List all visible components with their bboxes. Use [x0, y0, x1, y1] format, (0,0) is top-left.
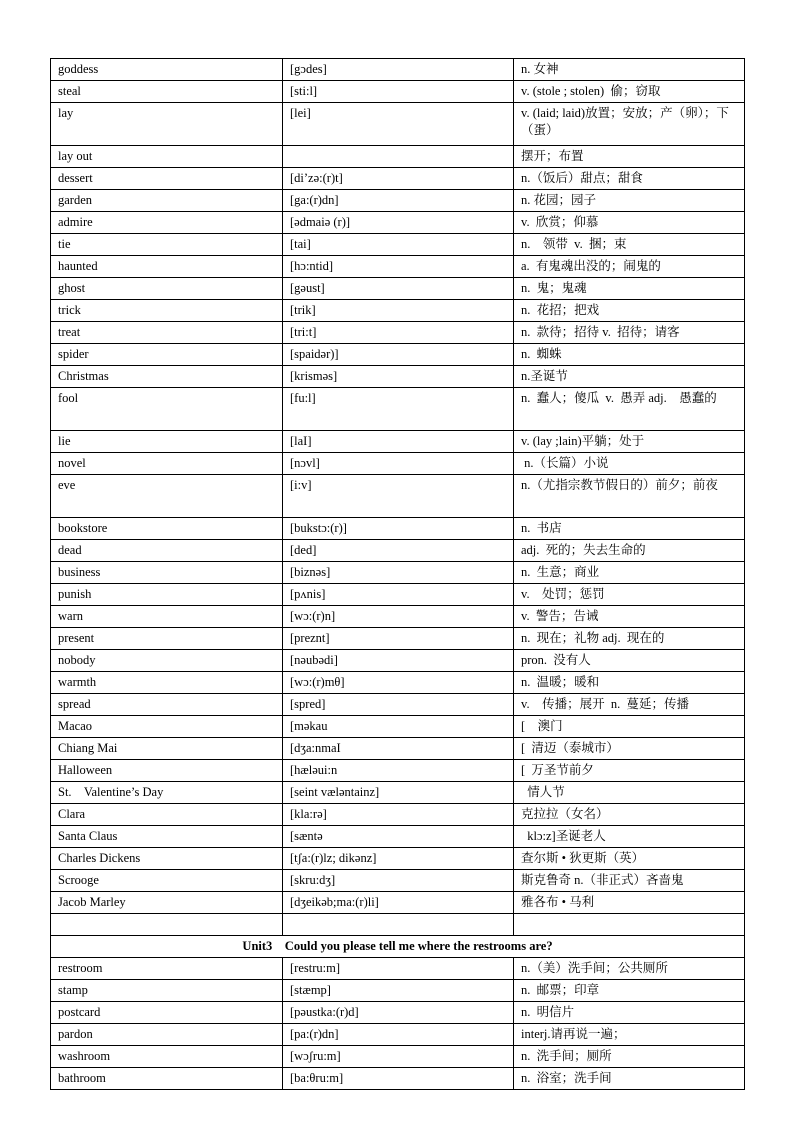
- meaning-cell: n. 明信片: [514, 1002, 745, 1024]
- table-row: [51, 1046, 745, 1068]
- phonetic-cell: [pa:(r)dn]: [283, 1024, 514, 1046]
- meaning-cell: n. 鬼；鬼魂: [514, 278, 745, 300]
- meaning-cell: n.（美）洗手间；公共厕所: [514, 958, 745, 980]
- word-cell: lie: [51, 431, 283, 453]
- phonetic-cell: [nɔvl]: [283, 453, 514, 475]
- meaning-cell: klɔ:z]圣诞老人: [514, 826, 745, 848]
- vocabulary-table-body: [51, 59, 745, 1090]
- meaning-cell: v. (laid; laid)放置；安放；产（卵）；下（蛋）: [514, 103, 745, 146]
- meaning-cell: 查尔斯 • 狄更斯（英）: [514, 848, 745, 870]
- word-cell: admire: [51, 212, 283, 234]
- word-cell: novel: [51, 453, 283, 475]
- phonetic-cell: [stæmp]: [283, 980, 514, 1002]
- meaning-cell: n.圣诞节: [514, 366, 745, 388]
- meaning-cell: v. 欣赏；仰慕: [514, 212, 745, 234]
- table-row: [51, 1068, 745, 1090]
- phonetic-cell: [nəubədi]: [283, 650, 514, 672]
- meaning-cell: adj. 死的；失去生命的: [514, 540, 745, 562]
- table-row: [51, 475, 745, 518]
- phonetic-cell: [fu:l]: [283, 388, 514, 431]
- meaning-cell: [514, 914, 745, 936]
- table-row: [51, 366, 745, 388]
- table-row: [51, 628, 745, 650]
- meaning-cell: 雅各布 • 马利: [514, 892, 745, 914]
- word-cell: nobody: [51, 650, 283, 672]
- meaning-cell: v. (lay ;lain)平躺；处于: [514, 431, 745, 453]
- phonetic-cell: [pəustka:(r)d]: [283, 1002, 514, 1024]
- word-cell: ghost: [51, 278, 283, 300]
- unit-header-row: [51, 936, 745, 958]
- meaning-cell: v. 警告；告诫: [514, 606, 745, 628]
- table-row: [51, 431, 745, 453]
- phonetic-cell: [283, 914, 514, 936]
- phonetic-cell: [ədmaiə (r)]: [283, 212, 514, 234]
- word-cell: business: [51, 562, 283, 584]
- phonetic-cell: [biznəs]: [283, 562, 514, 584]
- phonetic-cell: [dʒeikəb;ma:(r)li]: [283, 892, 514, 914]
- table-row: [51, 892, 745, 914]
- table-row: [51, 584, 745, 606]
- phonetic-cell: [skru:dʒ]: [283, 870, 514, 892]
- word-cell: Chiang Mai: [51, 738, 283, 760]
- table-row: [51, 804, 745, 826]
- meaning-cell: n. 浴室；洗手间: [514, 1068, 745, 1090]
- table-row: [51, 562, 745, 584]
- phonetic-cell: [məkau: [283, 716, 514, 738]
- word-cell: Jacob Marley: [51, 892, 283, 914]
- phonetic-cell: [tri:t]: [283, 322, 514, 344]
- meaning-cell: n. 蠢人；傻瓜 v. 愚弄 adj. 愚蠢的: [514, 388, 745, 431]
- phonetic-cell: [hæləui:n: [283, 760, 514, 782]
- word-cell: Macao: [51, 716, 283, 738]
- word-cell: punish: [51, 584, 283, 606]
- phonetic-cell: [preznt]: [283, 628, 514, 650]
- meaning-cell: v. (stole ; stolen) 偷；窃取: [514, 81, 745, 103]
- word-cell: lay out: [51, 146, 283, 168]
- word-cell: Clara: [51, 804, 283, 826]
- phonetic-cell: [tai]: [283, 234, 514, 256]
- word-cell: haunted: [51, 256, 283, 278]
- word-cell: lay: [51, 103, 283, 146]
- word-cell: fool: [51, 388, 283, 431]
- phonetic-cell: [sæntə: [283, 826, 514, 848]
- word-cell: Charles Dickens: [51, 848, 283, 870]
- word-cell: eve: [51, 475, 283, 518]
- phonetic-cell: [dʒa:nmaI: [283, 738, 514, 760]
- phonetic-cell: [spaidər)]: [283, 344, 514, 366]
- meaning-cell: n. 洗手间；厕所: [514, 1046, 745, 1068]
- meaning-cell: n. 温暖；暖和: [514, 672, 745, 694]
- meaning-cell: 情人节: [514, 782, 745, 804]
- meaning-cell: n. 女神: [514, 59, 745, 81]
- word-cell: spider: [51, 344, 283, 366]
- phonetic-cell: [gɔdes]: [283, 59, 514, 81]
- table-row: [51, 278, 745, 300]
- word-cell: treat: [51, 322, 283, 344]
- meaning-cell: interj.请再说一遍；: [514, 1024, 745, 1046]
- word-cell: spread: [51, 694, 283, 716]
- table-row: [51, 782, 745, 804]
- word-cell: Christmas: [51, 366, 283, 388]
- phonetic-cell: [restru:m]: [283, 958, 514, 980]
- table-row: [51, 1002, 745, 1024]
- table-row: [51, 826, 745, 848]
- table-row: [51, 256, 745, 278]
- phonetic-cell: [ga:(r)dn]: [283, 190, 514, 212]
- phonetic-cell: [283, 146, 514, 168]
- table-row: [51, 81, 745, 103]
- word-cell: St. Valentine’s Day: [51, 782, 283, 804]
- meaning-cell: v. 处罚；惩罚: [514, 584, 745, 606]
- meaning-cell: n.（长篇）小说: [514, 453, 745, 475]
- word-cell: trick: [51, 300, 283, 322]
- meaning-cell: n. 花招；把戏: [514, 300, 745, 322]
- meaning-cell: n. 蜘蛛: [514, 344, 745, 366]
- meaning-cell: a. 有鬼魂出没的；闹鬼的: [514, 256, 745, 278]
- table-row: [51, 59, 745, 81]
- meaning-cell: n. 花园；园子: [514, 190, 745, 212]
- meaning-cell: n. 书店: [514, 518, 745, 540]
- table-row: [51, 190, 745, 212]
- table-row: [51, 540, 745, 562]
- meaning-cell: n.（尤指宗教节假日的）前夕；前夜: [514, 475, 745, 518]
- word-cell: [51, 914, 283, 936]
- phonetic-cell: [wɔ:(r)mθ]: [283, 672, 514, 694]
- word-cell: present: [51, 628, 283, 650]
- meaning-cell: 克拉拉（女名）: [514, 804, 745, 826]
- table-row: [51, 168, 745, 190]
- table-row: [51, 1024, 745, 1046]
- vocabulary-table: [50, 58, 745, 1090]
- table-row: [51, 453, 745, 475]
- word-cell: stamp: [51, 980, 283, 1002]
- phonetic-cell: [trik]: [283, 300, 514, 322]
- table-row: [51, 344, 745, 366]
- table-row: [51, 103, 745, 146]
- unit-title: Unit3 Could you please tell me where the restrooms are?: [51, 936, 745, 958]
- word-cell: Halloween: [51, 760, 283, 782]
- meaning-cell: [ 万圣节前夕: [514, 760, 745, 782]
- phonetic-cell: [ba:θru:m]: [283, 1068, 514, 1090]
- meaning-cell: n. 生意；商业: [514, 562, 745, 584]
- phonetic-cell: [pʌnis]: [283, 584, 514, 606]
- table-row: [51, 146, 745, 168]
- phonetic-cell: [tʃa:(r)lz; dikənz]: [283, 848, 514, 870]
- table-row: [51, 518, 745, 540]
- word-cell: postcard: [51, 1002, 283, 1024]
- meaning-cell: v. 传播；展开 n. 蔓延；传播: [514, 694, 745, 716]
- phonetic-cell: [wɔʃru:m]: [283, 1046, 514, 1068]
- table-row: [51, 738, 745, 760]
- word-cell: goddess: [51, 59, 283, 81]
- phonetic-cell: [bukstɔ:(r)]: [283, 518, 514, 540]
- empty-row: [51, 914, 745, 936]
- phonetic-cell: [lei]: [283, 103, 514, 146]
- table-row: [51, 234, 745, 256]
- word-cell: bathroom: [51, 1068, 283, 1090]
- phonetic-cell: [di’zə:(r)t]: [283, 168, 514, 190]
- meaning-cell: [ 清迈（泰城市）: [514, 738, 745, 760]
- word-cell: bookstore: [51, 518, 283, 540]
- table-row: [51, 300, 745, 322]
- table-row: [51, 322, 745, 344]
- phonetic-cell: [gəust]: [283, 278, 514, 300]
- meaning-cell: [ 澳门: [514, 716, 745, 738]
- phonetic-cell: [sti:l]: [283, 81, 514, 103]
- meaning-cell: 斯克鲁奇 n.（非正式）吝啬鬼: [514, 870, 745, 892]
- word-cell: tie: [51, 234, 283, 256]
- meaning-cell: n.（饭后）甜点；甜食: [514, 168, 745, 190]
- meaning-cell: n. 现在；礼物 adj. 现在的: [514, 628, 745, 650]
- table-row: [51, 980, 745, 1002]
- word-cell: steal: [51, 81, 283, 103]
- word-cell: dessert: [51, 168, 283, 190]
- table-row: [51, 212, 745, 234]
- table-row: [51, 694, 745, 716]
- phonetic-cell: [wɔ:(r)n]: [283, 606, 514, 628]
- phonetic-cell: [laI]: [283, 431, 514, 453]
- table-row: [51, 760, 745, 782]
- table-row: [51, 958, 745, 980]
- word-cell: restroom: [51, 958, 283, 980]
- phonetic-cell: [hɔ:ntid]: [283, 256, 514, 278]
- word-cell: Santa Claus: [51, 826, 283, 848]
- word-cell: garden: [51, 190, 283, 212]
- word-cell: Scrooge: [51, 870, 283, 892]
- word-cell: warn: [51, 606, 283, 628]
- phonetic-cell: [krisməs]: [283, 366, 514, 388]
- phonetic-cell: [spred]: [283, 694, 514, 716]
- table-row: [51, 672, 745, 694]
- table-row: [51, 650, 745, 672]
- table-row: [51, 870, 745, 892]
- word-cell: washroom: [51, 1046, 283, 1068]
- word-cell: warmth: [51, 672, 283, 694]
- phonetic-cell: [i:v]: [283, 475, 514, 518]
- phonetic-cell: [seint væləntainz]: [283, 782, 514, 804]
- table-row: [51, 606, 745, 628]
- table-row: [51, 388, 745, 431]
- meaning-cell: n. 领带 v. 捆；束: [514, 234, 745, 256]
- table-row: [51, 848, 745, 870]
- table-row: [51, 716, 745, 738]
- phonetic-cell: [ded]: [283, 540, 514, 562]
- word-cell: dead: [51, 540, 283, 562]
- meaning-cell: 摆开；布置: [514, 146, 745, 168]
- word-cell: pardon: [51, 1024, 283, 1046]
- meaning-cell: n. 款待；招待 v. 招待；请客: [514, 322, 745, 344]
- phonetic-cell: [kla:rə]: [283, 804, 514, 826]
- meaning-cell: pron. 没有人: [514, 650, 745, 672]
- meaning-cell: n. 邮票；印章: [514, 980, 745, 1002]
